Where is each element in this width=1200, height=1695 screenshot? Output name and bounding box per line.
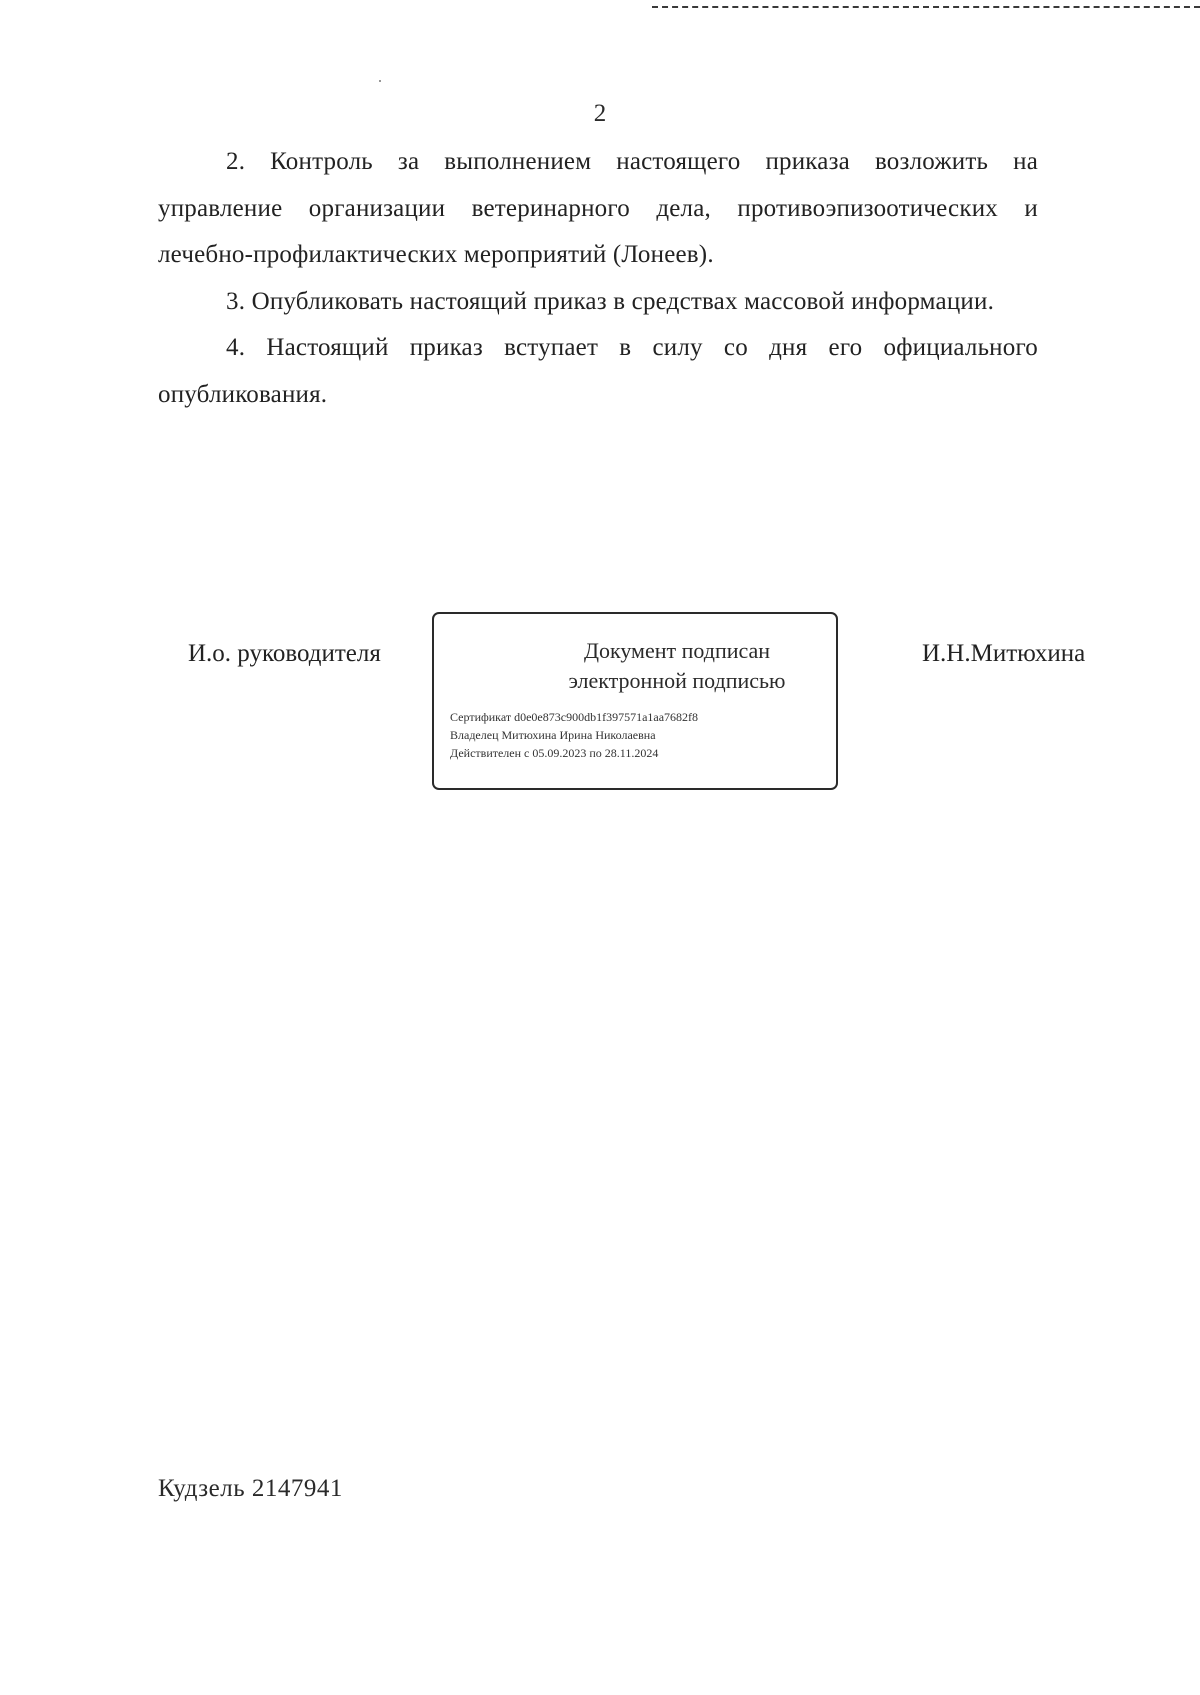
stamp-details — [450, 708, 830, 762]
paragraph-control: 2. Контроль за выполнением настоящего приказа возложить на управление организации ветеринарного дела, противоэпизоотических и лечебно-профилактических мероприятий (Лонеев). — [158, 148, 1038, 268]
signer-name: И.Н.Митюхина — [922, 640, 1086, 667]
paragraph-effective: 4. Настоящий приказ вступает в силу со дня его официального опубликования. — [158, 334, 1038, 408]
stamp-title — [534, 636, 820, 696]
stamp-title-line-1: Документ подписан — [583, 638, 771, 663]
stamp-owner: Владелец Митюхина Ирина Николаевна — [450, 728, 656, 742]
stamp-validity: Действителен с 05.09.2023 по 28.11.2024 — [450, 746, 659, 760]
signer-position: И.о. руководителя — [188, 640, 381, 667]
scan-speck — [379, 80, 381, 82]
top-dashed-line — [652, 6, 1200, 8]
electronic-signature-stamp — [432, 612, 838, 790]
executor-note: Кудзель 2147941 — [158, 1475, 343, 1502]
stamp-certificate: Сертификат d0e0e873c900db1f397571a1aa7682f8 — [450, 710, 699, 724]
page-number: 2 — [593, 100, 607, 127]
stamp-title-line-2: электронной подписью — [568, 668, 786, 693]
paragraph-publish: 3. Опубликовать настоящий приказ в средствах массовой информации. — [226, 287, 995, 315]
order-body — [158, 139, 1038, 418]
